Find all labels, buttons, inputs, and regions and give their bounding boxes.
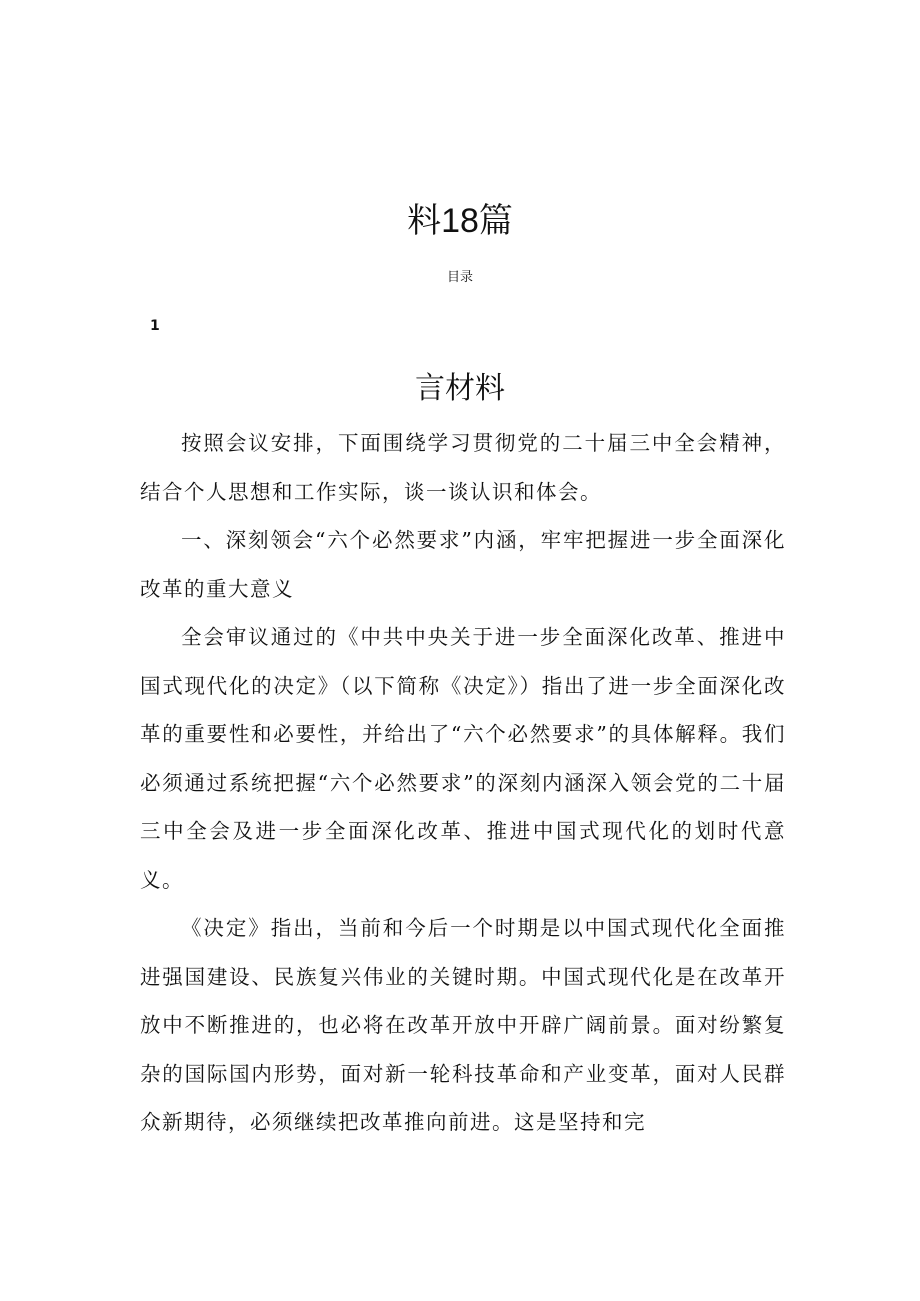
toc-number: 1 [150,318,160,334]
paragraph-text: 按照会议安排，下面围绕学习贯彻党的二十届三中全会精神，结合个人思想和工作实际，谈一谈认识和体会。 [140,431,786,504]
paragraph-text: 全会审议通过的《中共中央关于进一步全面深化改革、推进中国式现代化的决定》（以下简称《决定》）指出了进一步全面深化改革的重要性和必要性，并给出了“六个必然要求”的具体解释。我们必须通过系统把握“六个必然要求”的深刻内涵深入领会党的二十届三中全会及进一步全面深化改革、推进中国式现代化的划时代意义。 [140,625,786,892]
paragraph-text: 一、深刻领会“六个必然要求”内涵，牢牢把握进一步全面深化改革的重大意义 [140,528,786,601]
paragraph-text: 《决定》指出，当前和今后一个时期是以中国式现代化全面推进强国建设、民族复兴伟业的关键时期。中国式现代化是在改革开放中不断推进的，也必将在改革开放中开辟广阔前景。面对纷繁复杂的国际国内形势，面对新一轮科技革命和产业变革，面对人民群众新期待，必须继续把改革推向前进。这是坚持和完 [140,916,786,1134]
body-paragraph-intro [140,419,786,516]
body-paragraph-decision [140,613,786,904]
body-paragraph-period [140,904,786,1147]
toc-label: 目录 [446,270,473,285]
document-title: 料18篇 [407,202,513,240]
body-paragraph-heading-1 [140,516,786,613]
section-title: 言材料 [415,372,505,405]
